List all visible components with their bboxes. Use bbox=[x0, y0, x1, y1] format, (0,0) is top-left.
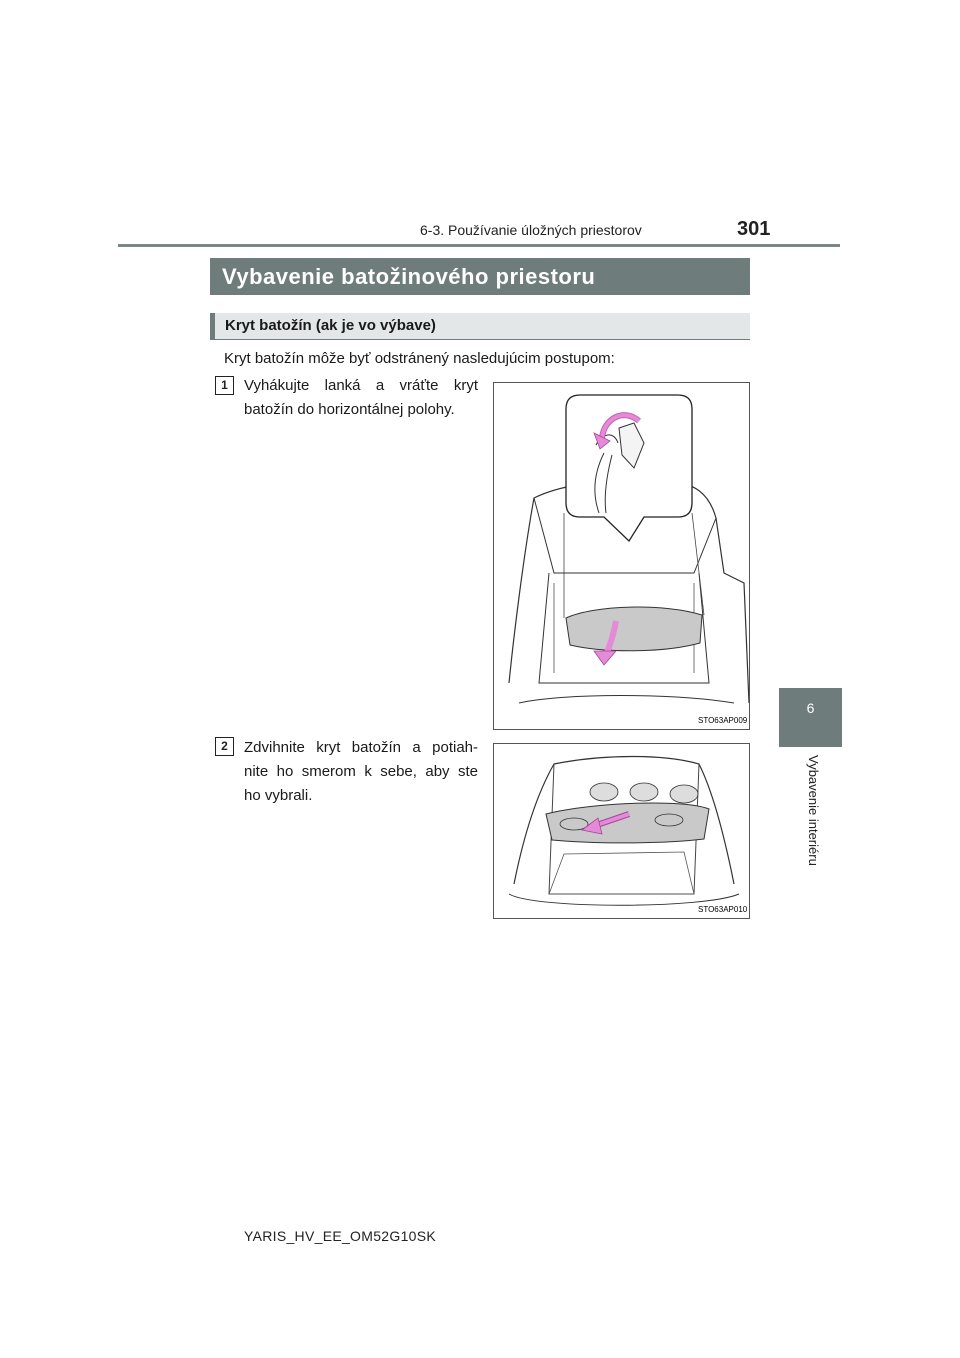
illustration-unhook-cords bbox=[494, 383, 749, 729]
intro-text: Kryt batožín môže byť odstránený nasledujúcim postupom: bbox=[224, 350, 615, 367]
chapter-title: Vybavenie interiéru bbox=[806, 755, 821, 866]
step-2-text bbox=[244, 736, 478, 808]
step-1-text bbox=[244, 374, 478, 422]
section-title: Vybavenie batožinového priestoru bbox=[210, 258, 750, 295]
step-number-1: 1 bbox=[215, 376, 234, 395]
step-2-line-3: ho vybrali. bbox=[244, 787, 313, 804]
chapter-tab bbox=[779, 688, 842, 747]
chapter-number: 6 bbox=[806, 700, 815, 716]
figure-code-1: STO63AP009 bbox=[698, 716, 748, 725]
header-section-title: 6-3. Používanie úložných priestorov bbox=[420, 222, 642, 238]
page-number: 301 bbox=[737, 218, 771, 240]
step-2-line-1: Zdvihnite kryt batožín a potiah- bbox=[244, 739, 478, 756]
step-number-2: 2 bbox=[215, 737, 234, 756]
subsection-title: Kryt batožín (ak je vo výbave) bbox=[210, 313, 750, 340]
illustration-remove-cover bbox=[494, 744, 749, 918]
header-divider bbox=[118, 244, 840, 247]
figure-code-2: STO63AP010 bbox=[698, 905, 748, 914]
figure-step-2 bbox=[493, 743, 750, 919]
footer-doc-code: YARIS_HV_EE_OM52G10SK bbox=[244, 1228, 437, 1244]
step-1-line-2: batožín do horizontálnej polohy. bbox=[244, 401, 455, 418]
step-2-line-2: nite ho smerom k sebe, aby ste bbox=[244, 763, 478, 780]
step-1-line-1: Vyhákujte lanká a vráťte kryt bbox=[244, 377, 478, 394]
figure-step-1 bbox=[493, 382, 750, 730]
